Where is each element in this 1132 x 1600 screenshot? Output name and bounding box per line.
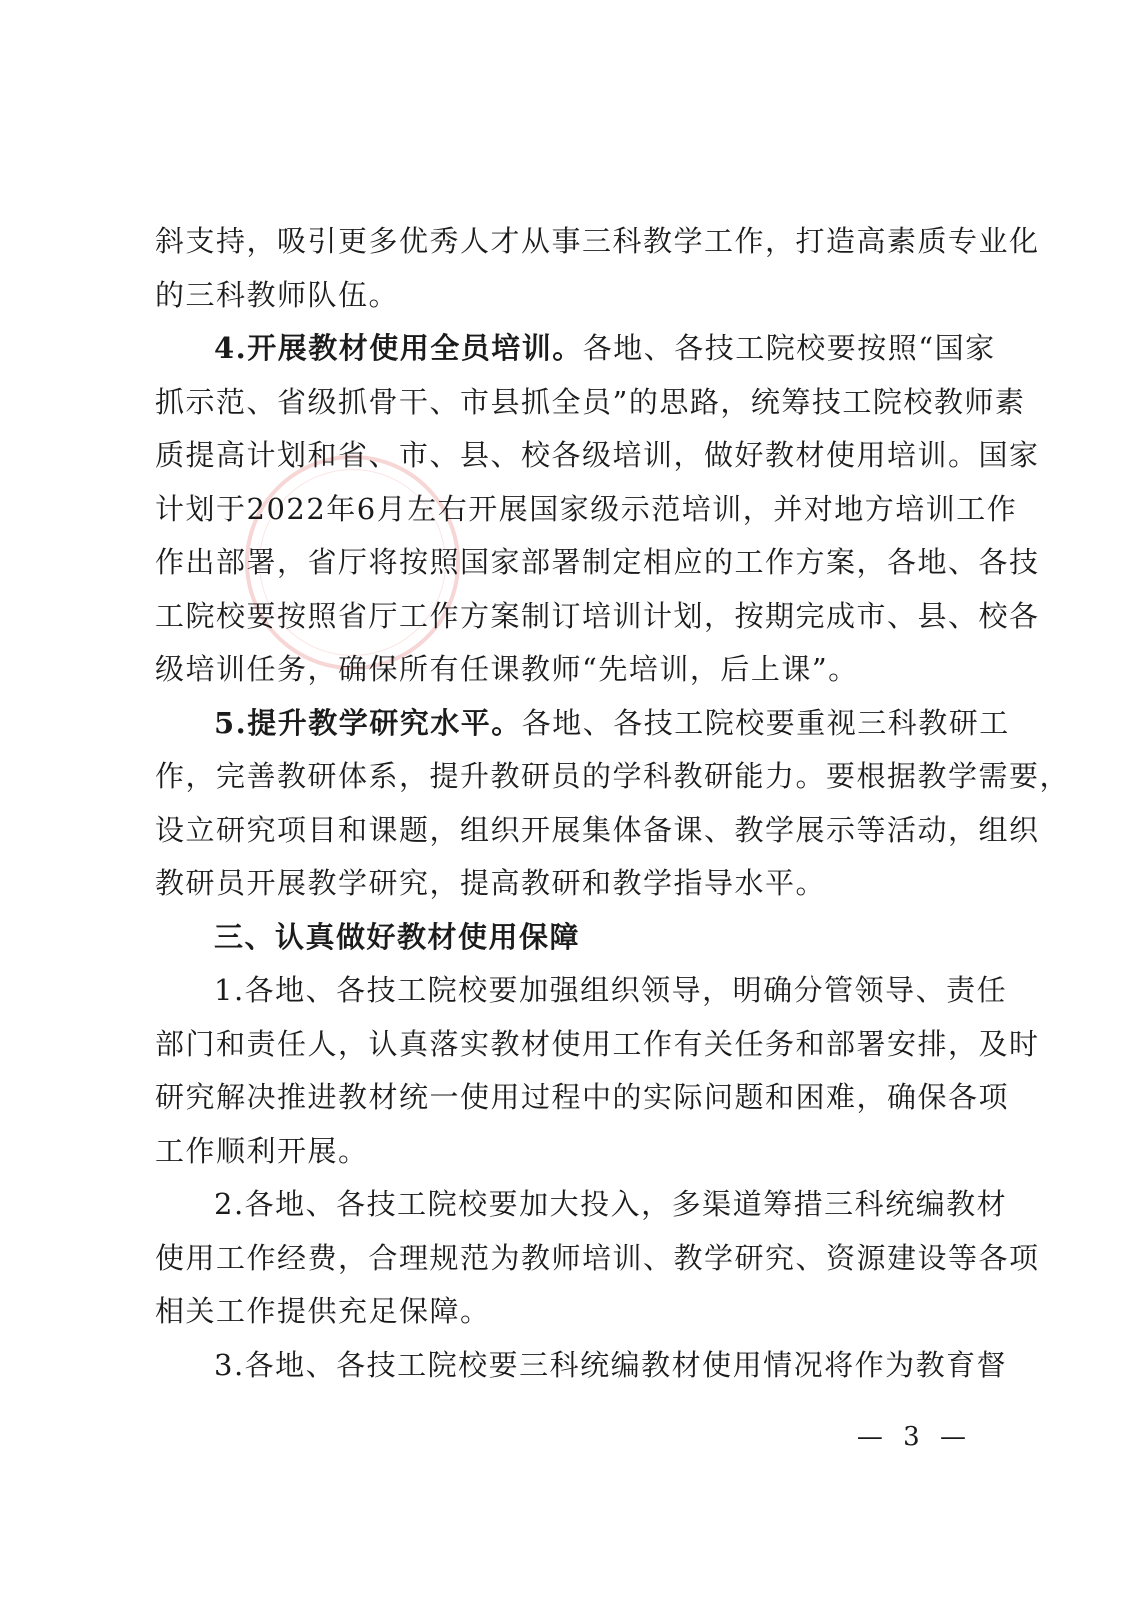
- text-line: 2.各地、各技工院校要加大投入，多渠道筹措三科统编教材: [214, 1187, 1008, 1221]
- text-line: 的三科教师队伍。: [155, 277, 400, 312]
- text-line: 作，完善教研体系，提升教研员的学科教研能力。要根据教学需要，: [155, 759, 1071, 793]
- section-heading: 三、认真做好教材使用保障: [214, 919, 581, 954]
- item-5-first-line: [155, 697, 1010, 751]
- text-line: 研究解决推进教材统一使用过程中的实际问题和困难，确保各项: [155, 1080, 1010, 1114]
- item-4-heading: 4.开展教材使用全员培训。: [214, 331, 583, 365]
- item-5-text: 各地、各技工院校要重视三科教研工: [521, 705, 1010, 740]
- text-line: 教研员开展教学研究，提高教研和教学指导水平。: [155, 866, 827, 900]
- item-4-first-line: [155, 322, 996, 376]
- item-5-heading: 5.提升教学研究水平。: [214, 705, 522, 740]
- item-4-text: 各地、各技工院校要按照“国家: [582, 331, 996, 365]
- text-line: 部门和责任人，认真落实教材使用工作有关任务和部署安排，及时: [155, 1026, 1040, 1061]
- text-line: 设立研究项目和课题，组织开展集体备课、教学展示等活动，组织: [155, 812, 1040, 847]
- document-body: [155, 215, 1071, 1392]
- text-line: 工院校要按照省厅工作方案制订培训计划，按期完成市、县、校各: [155, 598, 1040, 633]
- text-line: 斜支持，吸引更多优秀人才从事三科教学工作，打造高素质专业化: [155, 224, 1040, 258]
- text-line: 使用工作经费，合理规范为教师培训、教学研究、资源建设等各项: [155, 1240, 1040, 1275]
- text-line: 1.各地、各技工院校要加强组织领导，明确分管领导、责任: [214, 973, 1008, 1007]
- text-line: 3.各地、各技工院校要三科统编教材使用情况将作为教育督: [214, 1347, 1008, 1382]
- text-line: 级培训任务，确保所有任课教师“先培训，后上课”。: [155, 652, 859, 686]
- text-line: 相关工作提供充足保障。: [155, 1294, 491, 1328]
- text-line: 作出部署，省厅将按照国家部署制定相应的工作方案，各地、各技: [155, 545, 1040, 579]
- page-number: — 3 —: [856, 1422, 972, 1452]
- text-line: 工作顺利开展。: [155, 1133, 369, 1168]
- text-line: 质提高计划和省、市、县、校各级培训，做好教材使用培训。国家: [155, 438, 1040, 472]
- text-line: 计划于2022年6月左右开展国家级示范培训，并对地方培训工作: [155, 491, 1018, 526]
- text-line: 抓示范、省级抓骨干、市县抓全员”的思路，统筹技工院校教师素: [155, 384, 1026, 419]
